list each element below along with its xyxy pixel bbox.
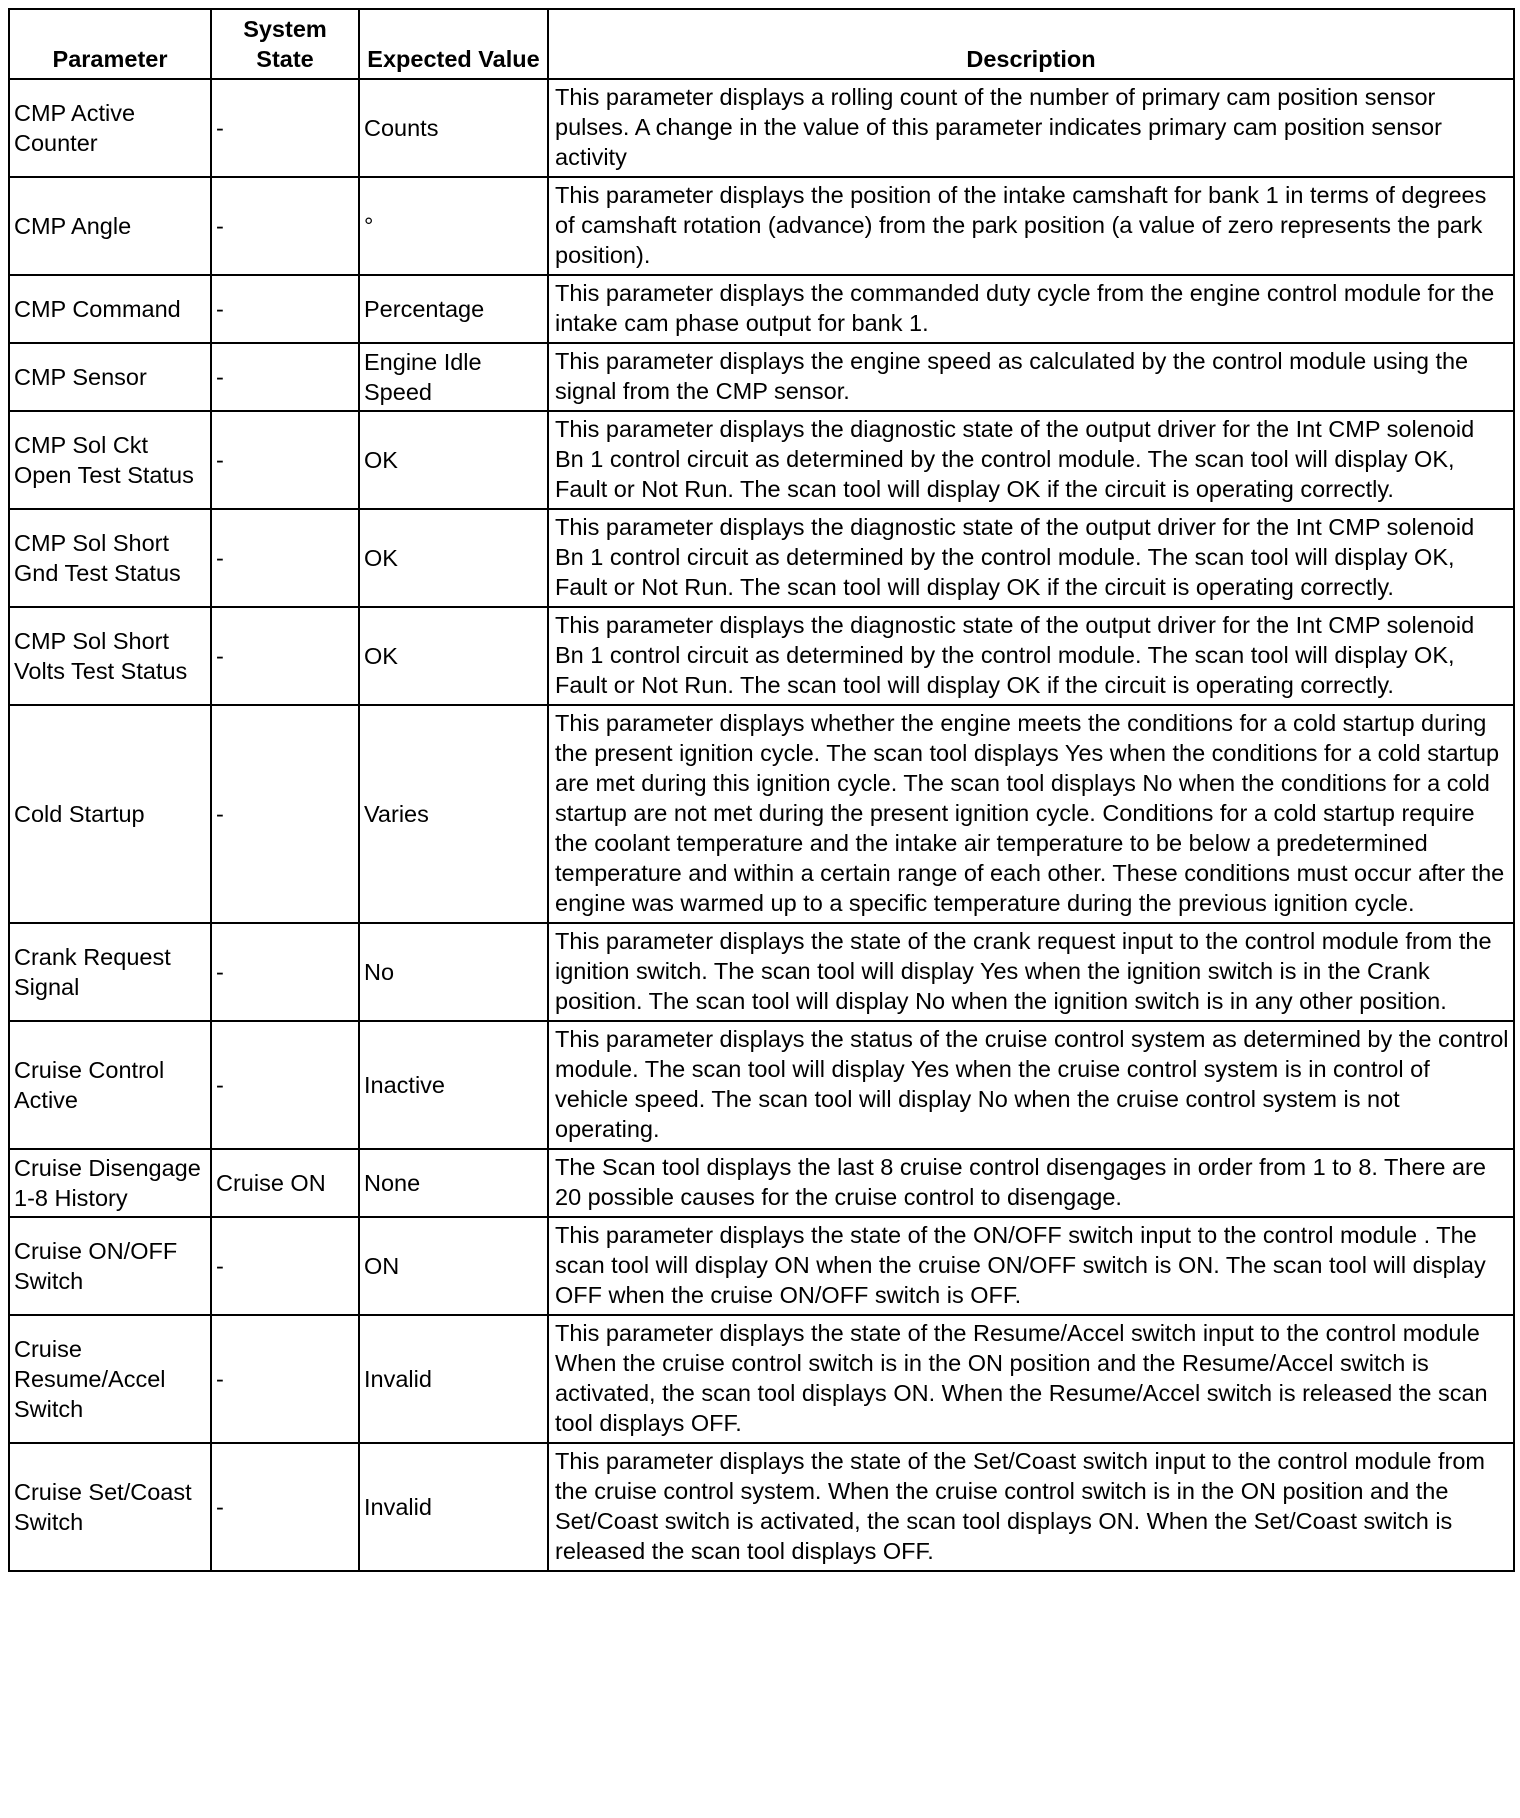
header-description: Description [548, 9, 1514, 79]
cell-system-state: - [211, 79, 359, 177]
cell-parameter: CMP Sol Ckt Open Test Status [9, 411, 211, 509]
cell-parameter: Cold Startup [9, 705, 211, 923]
cell-expected-value: Counts [359, 79, 548, 177]
cell-parameter: Cruise Disengage 1-8 History [9, 1149, 211, 1217]
table-row [9, 411, 1514, 509]
table-row [9, 923, 1514, 1021]
cell-description: This parameter displays the diagnostic state of the output driver for the Int CMP solenoid Bn 1 control circuit as determined by the control module. The scan tool will display OK, Fault or Not Run. The scan tool will display OK if the circuit is operating correctly. [548, 411, 1514, 509]
cell-expected-value: Engine Idle Speed [359, 343, 548, 411]
table-row [9, 1149, 1514, 1217]
cell-system-state: - [211, 509, 359, 607]
cell-description: This parameter displays a rolling count of the number of primary cam position sensor pulses. A change in the value of this parameter indicates primary cam position sensor activity [548, 79, 1514, 177]
parameter-table-page [8, 8, 1513, 1572]
cell-system-state: - [211, 1217, 359, 1315]
table-row [9, 1443, 1514, 1571]
cell-parameter: CMP Sensor [9, 343, 211, 411]
cell-parameter: CMP Angle [9, 177, 211, 275]
cell-parameter: CMP Sol Short Gnd Test Status [9, 509, 211, 607]
table-row [9, 1217, 1514, 1315]
cell-description: This parameter displays the engine speed as calculated by the control module using the signal from the CMP sensor. [548, 343, 1514, 411]
table-row [9, 343, 1514, 411]
cell-parameter: CMP Active Counter [9, 79, 211, 177]
cell-description: This parameter displays the state of the crank request input to the control module from the ignition switch. The scan tool will display Yes when the ignition switch is in the Crank position. The scan tool will display No when the ignition switch is in any other position. [548, 923, 1514, 1021]
table-row [9, 705, 1514, 923]
cell-expected-value: Inactive [359, 1021, 548, 1149]
header-row [9, 9, 1514, 79]
table-row [9, 177, 1514, 275]
cell-parameter: CMP Command [9, 275, 211, 343]
cell-description: This parameter displays the state of the ON/OFF switch input to the control module . The scan tool will display ON when the cruise ON/OFF switch is ON. The scan tool will display OFF when the cruise ON/OFF switch is OFF. [548, 1217, 1514, 1315]
cell-parameter: Crank Request Signal [9, 923, 211, 1021]
cell-description: This parameter displays the position of the intake camshaft for bank 1 in terms of degrees of camshaft rotation (advance) from the park position (a value of zero represents the park position). [548, 177, 1514, 275]
cell-description: This parameter displays the status of the cruise control system as determined by the control module. The scan tool will display Yes when the cruise control system is in control of vehicle speed. The scan tool will display No when the cruise control system is not operating. [548, 1021, 1514, 1149]
header-parameter: Parameter [9, 9, 211, 79]
cell-parameter: Cruise Set/Coast Switch [9, 1443, 211, 1571]
cell-system-state: - [211, 1315, 359, 1443]
cell-system-state: Cruise ON [211, 1149, 359, 1217]
cell-expected-value: ON [359, 1217, 548, 1315]
cell-system-state: - [211, 1443, 359, 1571]
cell-system-state: - [211, 923, 359, 1021]
table-row [9, 1021, 1514, 1149]
cell-system-state: - [211, 705, 359, 923]
cell-description: This parameter displays whether the engine meets the conditions for a cold startup during the present ignition cycle. The scan tool displays Yes when the conditions for a cold startup are met during this ignition cycle. The scan tool displays No when the conditions for a cold startup are not met during the present ignition cycle. Conditions for a cold startup require the coolant temperature and the intake air temperature to be below a predetermined temperature and within a certain range of each other. These conditions must occur after the engine was warmed up to a specific temperature during the previous ignition cycle. [548, 705, 1514, 923]
cell-expected-value: Varies [359, 705, 548, 923]
cell-expected-value: OK [359, 607, 548, 705]
header-system-state: System State [211, 9, 359, 79]
cell-expected-value: OK [359, 411, 548, 509]
parameter-table [8, 8, 1515, 1572]
cell-system-state: - [211, 275, 359, 343]
cell-parameter: Cruise ON/OFF Switch [9, 1217, 211, 1315]
cell-description: This parameter displays the state of the Set/Coast switch input to the control module from the cruise control system. When the cruise control switch is in the ON position and the Set/Coast switch is activated, the scan tool displays ON. When the Set/Coast switch is released the scan tool displays OFF. [548, 1443, 1514, 1571]
cell-expected-value: None [359, 1149, 548, 1217]
cell-description: This parameter displays the commanded duty cycle from the engine control module for the intake cam phase output for bank 1. [548, 275, 1514, 343]
cell-expected-value: Percentage [359, 275, 548, 343]
cell-expected-value: Invalid [359, 1315, 548, 1443]
cell-parameter: CMP Sol Short Volts Test Status [9, 607, 211, 705]
cell-parameter: Cruise Resume/Accel Switch [9, 1315, 211, 1443]
cell-system-state: - [211, 343, 359, 411]
cell-system-state: - [211, 1021, 359, 1149]
table-row [9, 509, 1514, 607]
cell-expected-value: No [359, 923, 548, 1021]
table-row [9, 607, 1514, 705]
cell-description: This parameter displays the diagnostic state of the output driver for the Int CMP solenoid Bn 1 control circuit as determined by the control module. The scan tool will display OK, Fault or Not Run. The scan tool will display OK if the circuit is operating correctly. [548, 509, 1514, 607]
cell-system-state: - [211, 411, 359, 509]
cell-description: This parameter displays the diagnostic state of the output driver for the Int CMP solenoid Bn 1 control circuit as determined by the control module. The scan tool will display OK, Fault or Not Run. The scan tool will display OK if the circuit is operating correctly. [548, 607, 1514, 705]
table-row [9, 1315, 1514, 1443]
header-expected-value: Expected Value [359, 9, 548, 79]
table-row [9, 275, 1514, 343]
cell-system-state: - [211, 607, 359, 705]
table-row [9, 79, 1514, 177]
cell-system-state: - [211, 177, 359, 275]
cell-parameter: Cruise Control Active [9, 1021, 211, 1149]
cell-description: This parameter displays the state of the Resume/Accel switch input to the control module When the cruise control switch is in the ON position and the Resume/Accel switch is activated, the scan tool displays ON. When the Resume/Accel switch is released the scan tool displays OFF. [548, 1315, 1514, 1443]
cell-expected-value: OK [359, 509, 548, 607]
cell-expected-value: ° [359, 177, 548, 275]
cell-expected-value: Invalid [359, 1443, 548, 1571]
cell-description: The Scan tool displays the last 8 cruise control disengages in order from 1 to 8. There are 20 possible causes for the cruise control to disengage. [548, 1149, 1514, 1217]
